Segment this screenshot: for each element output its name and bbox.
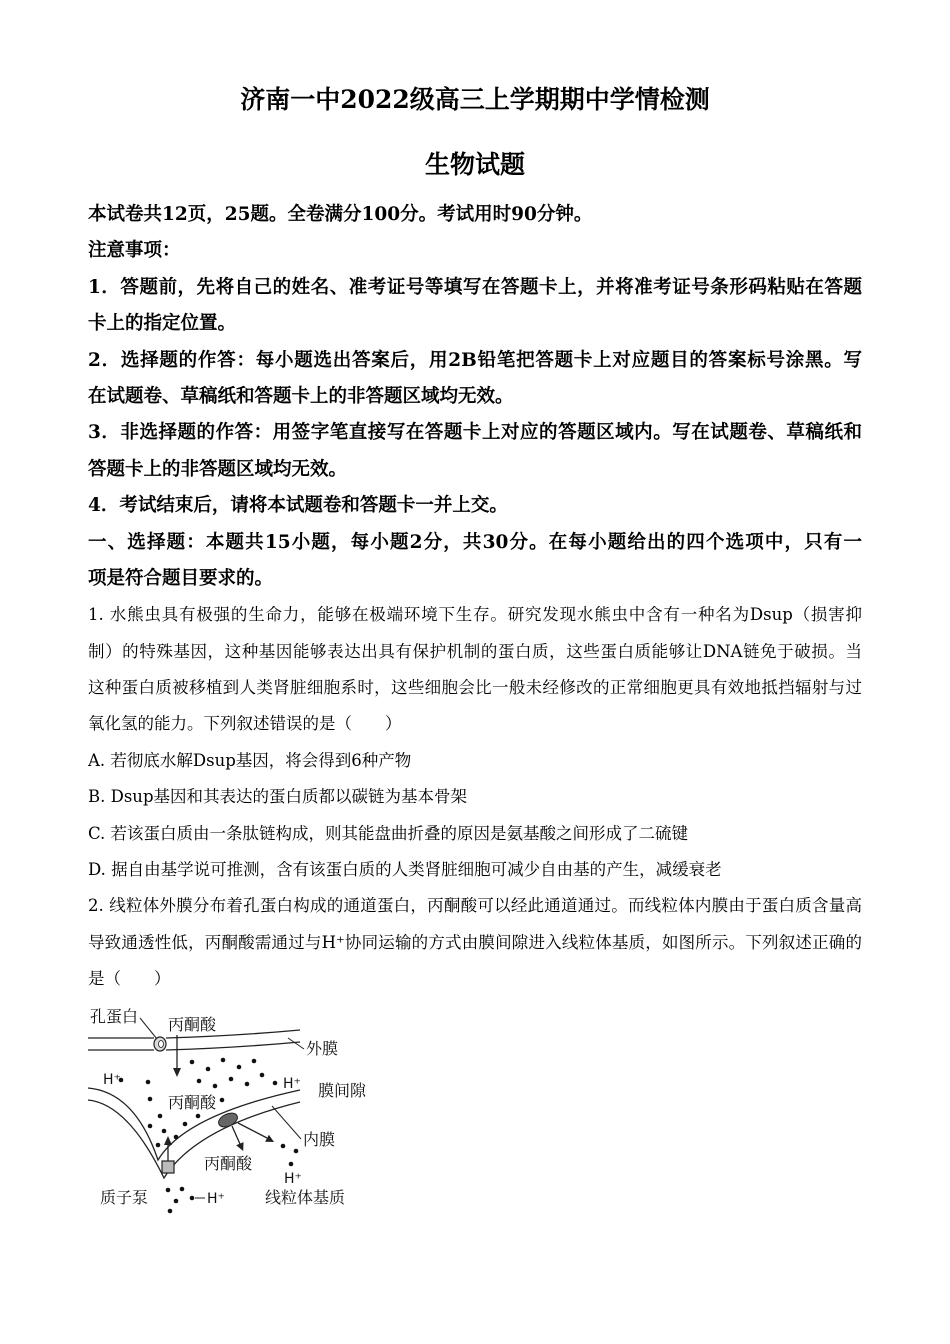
mitochondria-transport-diagram <box>85 995 385 1220</box>
question-1-stem-line-3: 这种蛋白质被移植到人类肾脏细胞系时，这些细胞会比一般未经修改的正常细胞更具有效地抵挡辐射与过 <box>88 678 862 698</box>
pyruvate-dot <box>237 1065 242 1070</box>
pyruvate-dot <box>162 1129 167 1134</box>
pyruvate-label-bottom: 丙酮酸 <box>204 1154 253 1173</box>
inner-membrane-leader-line <box>272 1106 301 1139</box>
section-heading-line-1: 一、选择题：本题共15小题，每小题2分，共30分。在每小题给出的四个选项中，只有一 <box>88 531 862 553</box>
question-1-stem-line-1: 1. 水熊虫具有极强的生命力，能够在极端环境下生存。研究发现水熊虫中含有一种名为Dsup（损害抑 <box>88 605 862 625</box>
pore-protein-label: 孔蛋白 <box>90 1007 139 1026</box>
matrix-label: 线粒体基质 <box>265 1188 346 1207</box>
intermembrane-space-label: 膜间隙 <box>318 1081 367 1100</box>
section-heading-line-2: 项是符合题目要求的。 <box>88 567 274 589</box>
pyruvate-dot <box>190 1060 195 1065</box>
proton-dot <box>190 1196 195 1201</box>
page-title: 济南一中2022级高三上学期期中学情检测 <box>240 85 710 114</box>
notice-heading: 注意事项： <box>88 240 181 262</box>
proton-pump-label: 质子泵 <box>100 1188 149 1207</box>
pyruvate-dot <box>281 1144 286 1149</box>
h-ion-label-matrix-right: H⁺ <box>284 1171 302 1187</box>
pyruvate-dot <box>196 1114 201 1119</box>
proton-dot <box>146 1080 151 1085</box>
pyruvate-dot <box>148 1124 153 1129</box>
proton-dot <box>180 1187 185 1192</box>
notice-1-line-2: 卡上的指定位置。 <box>88 313 237 335</box>
pyruvate-dot <box>206 1067 211 1072</box>
proton-dot <box>174 1199 179 1204</box>
inner-membrane-label: 内膜 <box>303 1130 336 1149</box>
question-1-stem-line-2: 制）的特殊基因，这种基因能够表达出具有保护机制的蛋白质，这些蛋白质能够让DNA链免于破损。当 <box>88 641 862 661</box>
pyruvate-label-top: 丙酮酸 <box>168 1015 217 1034</box>
pyruvate-dot <box>158 1114 163 1119</box>
question-1-option-b: B. Dsup基因和其表达的蛋白质都以碳链为基本骨架 <box>88 787 468 807</box>
pyruvate-entry-arrow-head <box>173 1068 181 1077</box>
pyruvate-dot <box>260 1073 265 1078</box>
proton-dot <box>273 1081 278 1086</box>
h-ion-label-matrix-bottom: H⁺ <box>207 1191 225 1207</box>
pyruvate-dot <box>229 1077 234 1082</box>
question-2-stem-line-1: 2. 线粒体外膜分布着孔蛋白构成的通道蛋白，丙酮酸可以经此通道通过。而线粒体内膜由于蛋白质含量高 <box>88 896 862 916</box>
notice-2-line-2: 在试题卷、草稿纸和答题卡上的非答题区域均无效。 <box>88 385 514 407</box>
pore-protein-opening <box>159 1041 164 1048</box>
question-2-stem-line-2: 导致通透性低，丙酮酸需通过与H⁺协同运输的方式由膜间隙进入线粒体基质，如图所示。下列叙述正确的 <box>88 932 862 952</box>
outer-membrane-right-lower-line <box>166 1042 300 1050</box>
proton-transport-arrow-shaft <box>238 1123 267 1138</box>
pyruvate-dot <box>294 1149 299 1154</box>
pyruvate-transport-arrow-shaft <box>232 1126 240 1144</box>
h-ion-label-intermembrane-right: H⁺ <box>283 1076 301 1092</box>
pyruvate-dot <box>221 1058 226 1063</box>
pyruvate-dot <box>245 1082 250 1087</box>
pyruvate-dot <box>183 1122 188 1127</box>
proton-dot <box>168 1209 173 1214</box>
pyruvate-dot <box>197 1079 202 1084</box>
pyruvate-dot <box>220 1098 225 1103</box>
pyruvate-dot <box>252 1059 257 1064</box>
notice-1-line-1: 1．答题前，先将自己的姓名、准考证号等填写在答题卡上，并将准考证号条形码粘贴在答题 <box>88 276 862 298</box>
question-1-option-c: C. 若该蛋白质由一条肽链构成，则其能盘曲折叠的原因是氨基酸之间形成了二硫键 <box>88 823 689 843</box>
pyruvate-dot <box>156 1143 161 1148</box>
exam-body <box>88 197 862 998</box>
proton-dot <box>166 1188 171 1193</box>
pyruvate-dot <box>213 1084 218 1089</box>
proton-pump-arrow-head <box>164 1136 172 1145</box>
question-1-option-d: D. 据自由基学说可推测，含有该蛋白质的人类肾脏细胞可减少自由基的产生，减缓衰老 <box>88 860 722 880</box>
notice-3-line-1: 3．非选择题的作答：用签字笔直接写在答题卡上对应的答题区域内。写在试题卷、草稿纸和 <box>88 422 862 444</box>
proton-pump-shape <box>162 1161 174 1173</box>
pyruvate-dot <box>148 1097 153 1102</box>
question-1-option-a: A. 若彻底水解Dsup基因，将会得到6种产物 <box>88 750 412 770</box>
proton-dot <box>289 1162 294 1167</box>
pore-protein-leader-line <box>140 1018 157 1039</box>
question-1-stem-line-4: 氧化氢的能力。下列叙述错误的是（ ） <box>88 714 402 734</box>
notice-2-line-1: 2．选择题的作答：每小题选出答案后，用2B铅笔把答题卡上对应题目的答案标号涂黑。写 <box>88 349 862 371</box>
pyruvate-dot <box>174 1135 179 1140</box>
h-ion-label-intermembrane-left: H⁺ <box>103 1072 121 1088</box>
page-subtitle: 生物试题 <box>424 150 525 179</box>
question-2-stem-line-3: 是（ ） <box>88 969 171 989</box>
exam-summary: 本试卷共12页，25题。全卷满分100分。考试用时90分钟。 <box>88 204 593 225</box>
pyruvate-label-middle: 丙酮酸 <box>168 1093 217 1112</box>
cotransporter-shape <box>216 1110 239 1129</box>
notice-3-line-2: 答题卡上的非答题区域均无效。 <box>88 458 348 480</box>
notice-4-line-1: 4．考试结束后，请将本试题卷和答题卡一并上交。 <box>88 495 508 517</box>
outer-membrane-label: 外膜 <box>306 1039 339 1058</box>
